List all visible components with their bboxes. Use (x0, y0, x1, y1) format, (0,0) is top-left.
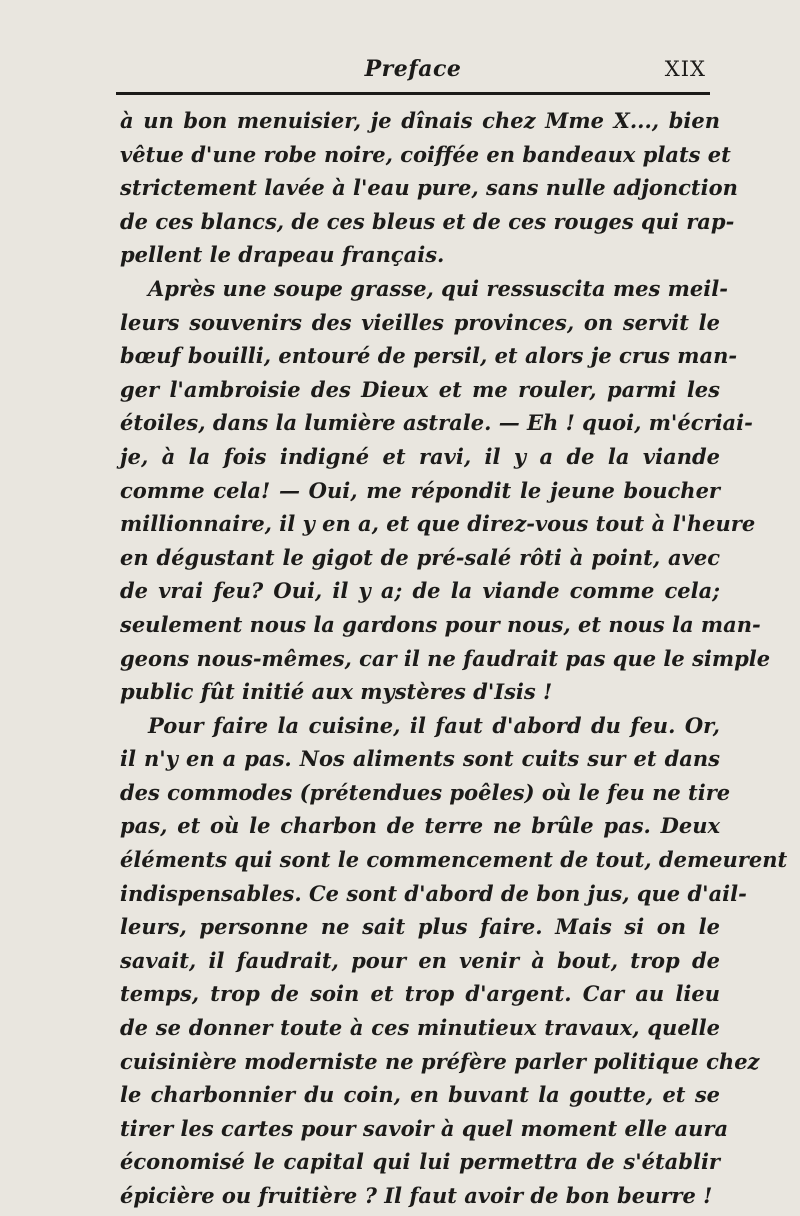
text-line: ger l'ambroisie des Dieux et me rouler, parmi les (120, 376, 720, 402)
text-line: économisé le capital qui lui permettra de s'établir (120, 1149, 720, 1175)
text-line: public fût initié aux mystères d'Isis ! (120, 679, 553, 705)
text-line: seulement nous la gardons pour nous, et nous la man- (120, 611, 761, 637)
text-line: étoiles, dans la lumière astrale. — Eh ! quoi, m'écriai- (120, 410, 753, 436)
text-line: comme cela! — Oui, me répondit le jeune boucher (120, 477, 720, 503)
text-line: il n'y en a pas. Nos aliments sont cuits sur et dans (120, 746, 720, 772)
text-line: bœuf bouilli, entouré de persil, et alors je crus man- (120, 343, 738, 369)
text-line: Pour faire la cuisine, il faut d'abord du feu. Or, (148, 712, 720, 738)
text-line: Après une soupe grasse, qui ressuscita mes meil- (148, 275, 728, 301)
text-line: savait, il faudrait, pour en venir à bout, trop de (120, 947, 720, 973)
running-title: Preface (364, 56, 462, 82)
text-line: épicière ou fruitière ? Il faut avoir de bon beurre ! (120, 1183, 713, 1208)
text-line: vêtue d'une robe noire, coiffée en bandeaux plats et (120, 141, 731, 167)
text-line: de vrai feu? Oui, il y a; de la viande comme cela; (120, 578, 720, 604)
text-line: de se donner toute à ces minutieux travaux, quelle (120, 1015, 720, 1041)
text-line: leurs souvenirs des vieilles provinces, on servit le (120, 309, 720, 335)
text-line: le charbonnier du coin, en buvant la goutte, et se (120, 1082, 720, 1108)
text-line: cuisinière moderniste ne préfère parler politique chez (120, 1048, 760, 1074)
page-header (116, 56, 710, 96)
text-line: pellent le drapeau français. (120, 242, 445, 268)
text-line: en dégustant le gigot de pré-salé rôti à point, avec (120, 544, 720, 570)
text-line: leurs, personne ne sait plus faire. Mais si on le (120, 914, 720, 940)
body-text (120, 104, 788, 1213)
text-line: strictement lavée à l'eau pure, sans nulle adjonction (120, 175, 738, 201)
text-line: de ces blancs, de ces bleus et de ces rouges qui rap- (120, 208, 735, 234)
text-line: éléments qui sont le commencement de tout, demeurent (120, 847, 788, 873)
page-number: XIX (664, 57, 706, 81)
header-rule (116, 92, 710, 95)
text-line: des commodes (prétendues poêles) où le feu ne tire (120, 779, 731, 805)
text-line: tirer les cartes pour savoir à quel moment elle aura (120, 1115, 729, 1141)
text-line: je, à la fois indigné et ravi, il y a de la viande (120, 443, 720, 469)
text-line: pas, et où le charbon de terre ne brûle pas. Deux (120, 813, 720, 839)
text-line: indispensables. Ce sont d'abord de bon jus, que d'ail- (120, 880, 747, 906)
text-line: temps, trop de soin et trop d'argent. Car au lieu (120, 981, 720, 1007)
text-line: à un bon menuisier, je dînais chez Mme X..., bien (120, 108, 720, 133)
text-line: millionnaire, il y en a, et que direz-vous tout à l'heure (120, 511, 756, 537)
text-line: geons nous-mêmes, car il ne faudrait pas que le simple (120, 645, 771, 671)
